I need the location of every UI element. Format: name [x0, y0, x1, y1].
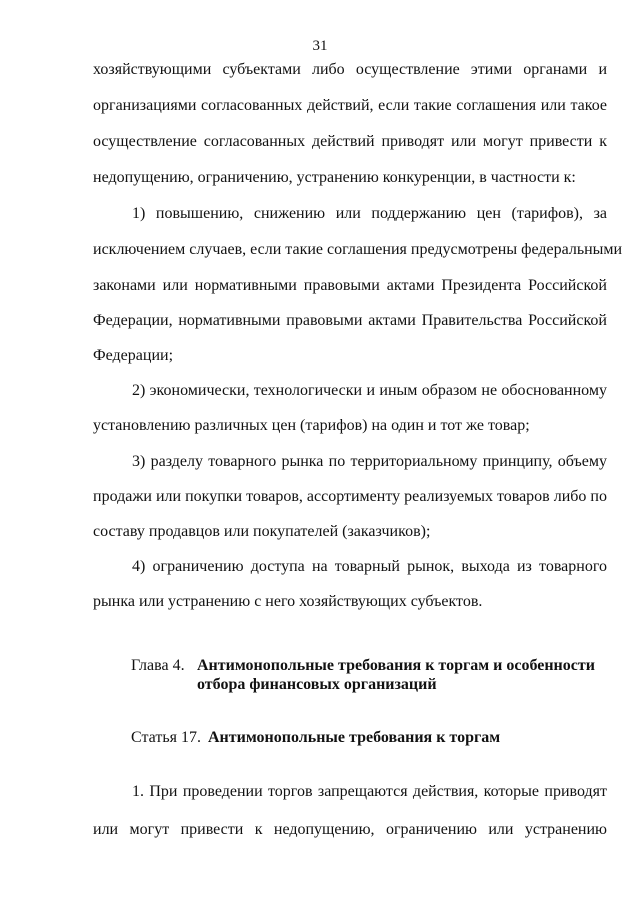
chapter-title: Антимонопольные требования к торгам и особенности	[197, 657, 595, 674]
chapter-title: отбора финансовых организаций	[197, 676, 437, 693]
list-item-line: Федерации, нормативными правовыми актами Правительства Российской	[93, 312, 607, 329]
paragraph-line: недопущению, ограничению, устранению конкуренции, в частности к:	[93, 169, 576, 186]
list-item-line: продажи или покупки товаров, ассортименту реализуемых товаров либо по	[93, 488, 607, 505]
paragraph-line: осуществление согласованных действий приводят или могут привести к	[93, 133, 607, 150]
paragraph-line: или могут привести к недопущению, ограничению или устранению	[93, 821, 607, 838]
list-item-line: составу продавцов или покупателей (заказчиков);	[93, 523, 431, 540]
list-item-line: законами или нормативными правовыми актами Президента Российской	[93, 277, 607, 294]
list-item-line: Федерации;	[93, 347, 174, 364]
paragraph-line: хозяйствующими субъектами либо осуществление этими органами и	[93, 61, 607, 78]
list-item-line: 3) разделу товарного рынка по территориальному принципу, объему	[132, 453, 607, 470]
list-item-line: установлению различных цен (тарифов) на один и тот же товар;	[93, 417, 530, 434]
page-number: 31	[312, 38, 328, 54]
list-item-line: исключением случаев, если такие соглашения предусмотрены федеральными	[93, 241, 623, 258]
list-item-line: рынка или устранению с него хозяйствующих субъектов.	[93, 593, 483, 610]
list-item-line: 1) повышению, снижению или поддержанию цен (тарифов), за	[132, 205, 607, 222]
list-item-line: 2) экономически, технологически и иным образом не обоснованному	[132, 382, 607, 399]
article-label: Статья 17.	[131, 729, 201, 746]
paragraph-line: 1. При проведении торгов запрещаются действия, которые приводят	[132, 783, 607, 800]
chapter-label: Глава 4.	[131, 657, 185, 674]
list-item-line: 4) ограничению доступа на товарный рынок, выхода из товарного	[132, 558, 607, 575]
article-title: Антимонопольные требования к торгам	[208, 729, 501, 746]
paragraph-line: организациями согласованных действий, если такие соглашения или такое	[93, 97, 607, 114]
